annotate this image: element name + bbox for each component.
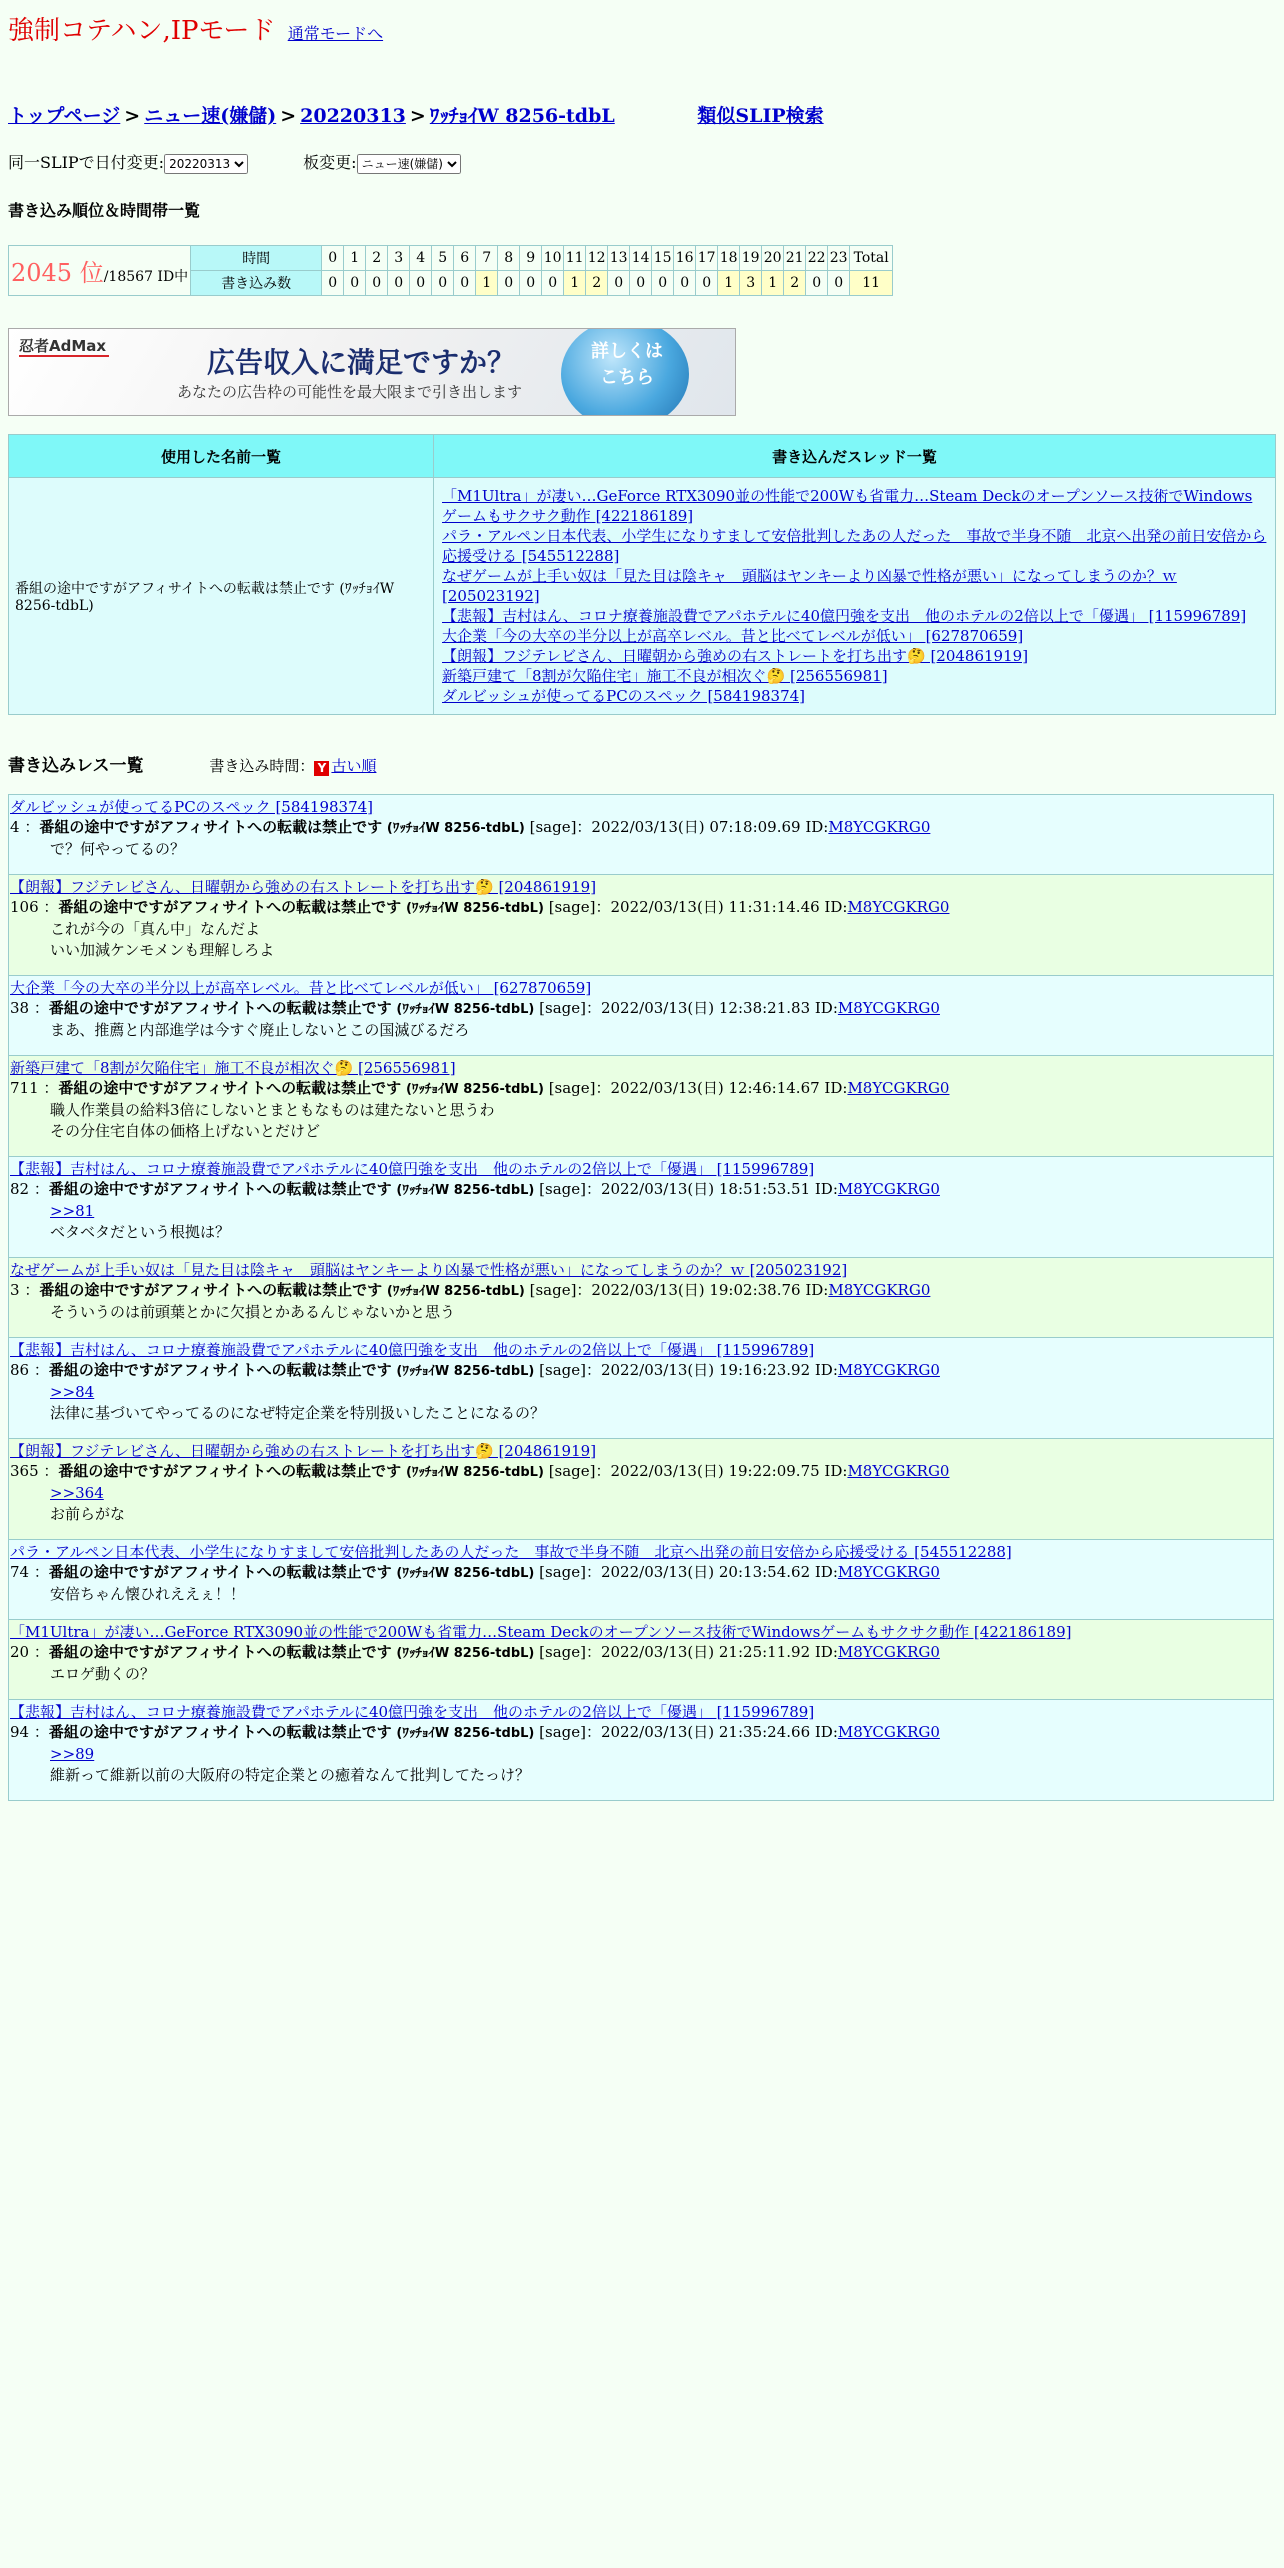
hour-cell: 5 — [432, 246, 454, 271]
post-meta: 20 ：番組の途中ですがアフィサイトへの転載は禁止です (ﾜｯﾁｮｲW 8256-tdbL) [sage]：2022/03/13(日) 21:25:11.92 ID:M8YCGKRG0 — [10, 1643, 940, 1661]
post-author: 番組の途中ですがアフィサイトへの転載は禁止です — [48, 1180, 392, 1198]
post-thread-link[interactable]: 新築戸建て「8割が欠陥住宅」施工不良が相次ぐ🤔 [256556981] — [10, 1059, 456, 1077]
post-id-link[interactable]: M8YCGKRG0 — [847, 1079, 950, 1097]
thread-link[interactable]: なぜゲームが上手い奴は「見た目は陰キャ 頭脳はヤンキーより凶暴で性格が悪い」になってしまうのか？ｗ [205023192] — [442, 567, 1177, 605]
post-trip: (ﾜｯﾁｮｲW 8256-tdbL) — [386, 821, 525, 836]
thread-link[interactable]: ダルビッシュが使ってるPCのスペック [584198374] — [442, 687, 806, 705]
post-line: これが今の「真ん中」なんだよ — [50, 920, 261, 938]
count-cell: 0 — [322, 271, 344, 296]
post-list — [8, 794, 1274, 1801]
post-id-link[interactable]: M8YCGKRG0 — [837, 1723, 940, 1741]
hour-cell: 2 — [366, 246, 388, 271]
post-body — [50, 1744, 1272, 1786]
count-cell: 0 — [432, 271, 454, 296]
total-label: Total — [850, 246, 893, 271]
post-id-link[interactable]: M8YCGKRG0 — [847, 898, 950, 916]
thread-link[interactable]: パラ・アルペン日本代表、小学生になりすまして安倍批判したあの人だった 事故で半身不随 北京へ出発の前日安倍から応援受ける [545512288] — [442, 527, 1267, 565]
post-number: 106 — [10, 898, 39, 916]
post-meta: 86 ：番組の途中ですがアフィサイトへの転載は禁止です (ﾜｯﾁｮｲW 8256-tdbL) [sage]：2022/03/13(日) 19:16:23.92 ID:M8YCGKRG0 — [10, 1361, 940, 1379]
post-body — [50, 1100, 1272, 1142]
post — [8, 976, 1274, 1056]
post — [8, 1700, 1274, 1801]
thread-link[interactable]: 大企業「今の大卒の半分以上が高卒レベル。昔と比べてレベルが低い」 [627870659] — [442, 627, 1024, 645]
post-trip: (ﾜｯﾁｮｲW 8256-tdbL) — [405, 901, 544, 916]
post-meta: 365 ：番組の途中ですがアフィサイトへの転載は禁止です (ﾜｯﾁｮｲW 8256-tdbL) [sage]：2022/03/13(日) 19:22:09.75 ID:M8YCGKRG0 — [10, 1462, 950, 1480]
post — [8, 875, 1274, 976]
post-info: [sage]：2022/03/13(日) 21:35:24.66 ID: — [539, 1723, 838, 1741]
count-cell: 0 — [520, 271, 542, 296]
post-trip: (ﾜｯﾁｮｲW 8256-tdbL) — [405, 1465, 544, 1480]
post-number: 711 — [10, 1079, 39, 1097]
breadcrumb-top-link[interactable]: トップページ — [8, 105, 121, 127]
hour-cell: 8 — [498, 246, 520, 271]
threads-header: 書き込んだスレッド一覧 — [434, 435, 1276, 478]
hour-cell: 23 — [828, 246, 850, 271]
post-meta: 106 ：番組の途中ですがアフィサイトへの転載は禁止です (ﾜｯﾁｮｲW 8256-tdbL) [sage]：2022/03/13(日) 11:31:14.46 ID:M8YCGKRG0 — [10, 898, 950, 916]
count-cell: 0 — [366, 271, 388, 296]
post-trip: (ﾜｯﾁｮｲW 8256-tdbL) — [396, 1646, 535, 1661]
post-id-link[interactable]: M8YCGKRG0 — [837, 1361, 940, 1379]
ranking-table — [8, 245, 893, 296]
thread-link[interactable]: 新築戸建て「8割が欠陥住宅」施工不良が相次ぐ🤔 [256556981] — [442, 667, 888, 685]
hour-label: 時間 — [191, 246, 322, 271]
post — [8, 1620, 1274, 1700]
post-line: で？何やってるの？ — [50, 840, 186, 858]
hour-cell: 19 — [740, 246, 762, 271]
post-author: 番組の途中ですがアフィサイトへの転載は禁止です — [48, 1643, 392, 1661]
post-info: [sage]：2022/03/13(日) 18:51:53.51 ID: — [539, 1180, 838, 1198]
post-number: 365 — [10, 1462, 39, 1480]
count-cell: 0 — [344, 271, 366, 296]
count-cell: 2 — [784, 271, 806, 296]
change-controls — [8, 150, 1276, 174]
hour-cell: 10 — [542, 246, 564, 271]
post-line: ベタベタだという根拠は？ — [50, 1223, 231, 1241]
board-change-label: 板変更: — [303, 153, 357, 172]
post-line: その分住宅自体の価格上げないとだけど — [50, 1122, 321, 1140]
post-number: 86 — [10, 1361, 30, 1379]
rank-value: 2045 位 — [11, 259, 104, 287]
breadcrumb-board-link[interactable]: ニュー速(嫌儲) — [144, 105, 277, 127]
post-line: そういうのは前頭葉とかに欠損とかあるんじゃないかと思う — [50, 1303, 456, 1321]
post-thread-link[interactable]: 【朗報】フジテレビさん、日曜朝から強めの右ストレートを打ち出す🤔 [204861919] — [10, 878, 597, 896]
post-author: 番組の途中ですがアフィサイトへの転載は禁止です — [48, 1361, 392, 1379]
post-info: [sage]：2022/03/13(日) 19:22:09.75 ID: — [548, 1462, 848, 1480]
hour-cell: 3 — [388, 246, 410, 271]
reply-anchor-link[interactable]: >>81 — [50, 1202, 95, 1220]
hour-cell: 15 — [652, 246, 674, 271]
mode-header — [8, 10, 1276, 47]
count-cell: 1 — [718, 271, 740, 296]
post-line: 維新って維新以前の大阪府の特定企業との癒着なんて批判してたっけ？ — [50, 1766, 531, 1784]
post — [8, 1439, 1274, 1540]
res-heading-title: 書き込みレス一覧 — [8, 756, 144, 776]
board-select[interactable] — [357, 154, 461, 174]
hour-cell: 12 — [586, 246, 608, 271]
post-author: 番組の途中ですがアフィサイトへの転載は禁止です — [48, 1723, 392, 1741]
hour-cell: 0 — [322, 246, 344, 271]
count-cell: 1 — [762, 271, 784, 296]
post-line: いい加減ケンモメンも理解しろよ — [50, 941, 275, 959]
hour-cell: 13 — [608, 246, 630, 271]
res-heading — [8, 751, 1276, 776]
post-thread-link[interactable]: 【悲報】吉村はん、コロナ療養施設費でアパホテルに40億円強を支出 他のホテルの2倍以上で「優遇」 [115996789] — [10, 1341, 815, 1359]
count-cell: 0 — [498, 271, 520, 296]
hour-cell: 18 — [718, 246, 740, 271]
post — [8, 1258, 1274, 1338]
hour-cell: 22 — [806, 246, 828, 271]
post-meta: 3 ：番組の途中ですがアフィサイトへの転載は禁止です (ﾜｯﾁｮｲW 8256-tdbL) [sage]：2022/03/13(日) 19:02:38.76 ID:M8YCGKRG0 — [10, 1281, 931, 1299]
post-meta: 711 ：番組の途中ですがアフィサイトへの転載は禁止です (ﾜｯﾁｮｲW 8256-tdbL) [sage]：2022/03/13(日) 12:46:14.67 ID:M8YCGKRG0 — [10, 1079, 950, 1097]
post-author: 番組の途中ですがアフィサイトへの転載は禁止です — [39, 818, 383, 836]
hour-cell: 6 — [454, 246, 476, 271]
used-name: 番組の途中ですがアフィサイトへの転載は禁止です (ﾜｯﾁｮｲW 8256-tdbL) — [15, 581, 395, 614]
post-author: 番組の途中ですがアフィサイトへの転載は禁止です — [58, 1079, 402, 1097]
post-body — [50, 919, 1272, 961]
post-trip: (ﾜｯﾁｮｲW 8256-tdbL) — [405, 1082, 544, 1097]
hour-cell: 20 — [762, 246, 784, 271]
rank-total: /18567 ID中 — [103, 269, 189, 285]
total-count: 11 — [850, 271, 893, 296]
post — [8, 1540, 1274, 1620]
post-line: 職人作業員の給料3倍にしないとまともなものは建たないと思うわ — [50, 1101, 495, 1119]
hour-cell: 9 — [520, 246, 542, 271]
post-id-link[interactable]: M8YCGKRG0 — [828, 818, 931, 836]
breadcrumb-separator: > — [409, 105, 426, 127]
order-control — [209, 757, 376, 775]
post-meta: 74 ：番組の途中ですがアフィサイトへの転載は禁止です (ﾜｯﾁｮｲW 8256-tdbL) [sage]：2022/03/13(日) 20:13:54.62 ID:M8YCGKRG0 — [10, 1563, 940, 1581]
count-cell: 0 — [674, 271, 696, 296]
count-cell: 0 — [696, 271, 718, 296]
breadcrumb-separator: > — [124, 105, 141, 127]
post — [8, 795, 1274, 875]
post-info: [sage]：2022/03/13(日) 12:46:14.67 ID: — [548, 1079, 848, 1097]
post-number: 74 — [10, 1563, 30, 1581]
post-body — [50, 1483, 1272, 1525]
count-cell: 0 — [828, 271, 850, 296]
post-trip: (ﾜｯﾁｮｲW 8256-tdbL) — [396, 1002, 535, 1017]
post-id-link[interactable]: M8YCGKRG0 — [837, 1643, 940, 1661]
post-thread-link[interactable]: 「M1Ultra」が凄い…GeForce RTX3090並の性能で200Wも省電力…Steam Deckのオープンソース技術でWindowsゲームもサクサク動作 [422186189] — [10, 1623, 1072, 1641]
post-body — [50, 839, 1272, 860]
count-cell: 0 — [652, 271, 674, 296]
post-line: 法律に基づいてやってるのになぜ特定企業を特別扱いしたことになるの？ — [50, 1404, 546, 1422]
breadcrumb-separator: > — [280, 105, 297, 127]
post-body — [50, 1201, 1272, 1243]
count-cell: 2 — [586, 271, 608, 296]
post-trip: (ﾜｯﾁｮｲW 8256-tdbL) — [386, 1284, 525, 1299]
post-body — [50, 1020, 1272, 1041]
post-info: [sage]：2022/03/13(日) 21:25:11.92 ID: — [539, 1643, 838, 1661]
reply-anchor-link[interactable]: >>84 — [50, 1383, 95, 1401]
names-header: 使用した名前一覧 — [9, 435, 434, 478]
hour-row — [9, 246, 893, 271]
post-number: 82 — [10, 1180, 30, 1198]
ad-details-label: 詳しくは こちら — [591, 341, 663, 388]
hour-cell: 11 — [564, 246, 586, 271]
post-id-link[interactable]: M8YCGKRG0 — [828, 1281, 931, 1299]
post-trip: (ﾜｯﾁｮｲW 8256-tdbL) — [396, 1566, 535, 1581]
reply-anchor-link[interactable]: >>364 — [50, 1484, 104, 1502]
hour-cell: 17 — [696, 246, 718, 271]
post-id-link[interactable]: M8YCGKRG0 — [837, 999, 940, 1017]
post-info: [sage]：2022/03/13(日) 19:16:23.92 ID: — [539, 1361, 838, 1379]
thread-link[interactable]: 「M1Ultra」が凄い…GeForce RTX3090並の性能で200Wも省電力…Steam Deckのオープンソース技術でWindowsゲームもサクサク動作 [422186189] — [442, 487, 1253, 525]
post-info: [sage]：2022/03/13(日) 19:02:38.76 ID: — [529, 1281, 829, 1299]
post-author: 番組の途中ですがアフィサイトへの転載は禁止です — [58, 1462, 402, 1480]
post-number: 3 — [10, 1281, 20, 1299]
sort-icon: Y — [314, 761, 329, 776]
post — [8, 1056, 1274, 1157]
post-thread-link[interactable]: 大企業「今の大卒の半分以上が高卒レベル。昔と比べてレベルが低い」 [627870659] — [10, 979, 592, 997]
post-author: 番組の途中ですがアフィサイトへの転載は禁止です — [48, 999, 392, 1017]
post-body — [50, 1302, 1272, 1323]
post-author: 番組の途中ですがアフィサイトへの転載は禁止です — [39, 1281, 383, 1299]
date-change-label: 同一SLIPで日付変更: — [8, 153, 165, 172]
post-body — [50, 1584, 1272, 1605]
post-body — [50, 1664, 1272, 1685]
reply-anchor-link[interactable]: >>89 — [50, 1745, 95, 1763]
post-line: 安倍ちゃん懐ひれええぇ！！ — [50, 1585, 246, 1603]
breadcrumb-date-link[interactable]: 20220313 — [300, 105, 406, 127]
mode-title: 強制コテハン,IPモード — [8, 16, 276, 46]
breadcrumb-slip-link[interactable]: ﾜｯﾁｮｲW 8256-tdbL — [429, 105, 615, 127]
count-cell: 0 — [542, 271, 564, 296]
post-id-link[interactable]: M8YCGKRG0 — [837, 1563, 940, 1581]
post-thread-link[interactable]: 【悲報】吉村はん、コロナ療養施設費でアパホテルに40億円強を支出 他のホテルの2倍以上で「優遇」 [115996789] — [10, 1703, 815, 1721]
count-cell: 1 — [476, 271, 498, 296]
count-cell: 1 — [564, 271, 586, 296]
count-cell: 0 — [454, 271, 476, 296]
post-number: 94 — [10, 1723, 30, 1741]
post — [8, 1338, 1274, 1439]
count-cell: 0 — [410, 271, 432, 296]
post-meta: 94 ：番組の途中ですがアフィサイトへの転載は禁止です (ﾜｯﾁｮｲW 8256-tdbL) [sage]：2022/03/13(日) 21:35:24.66 ID:M8YCGKRG0 — [10, 1723, 940, 1741]
post-info: [sage]：2022/03/13(日) 11:31:14.46 ID: — [548, 898, 848, 916]
post-id-link[interactable]: M8YCGKRG0 — [837, 1180, 940, 1198]
post-body — [50, 1382, 1272, 1424]
thread-link[interactable]: 【悲報】吉村はん、コロナ療養施設費でアパホテルに40億円強を支出 他のホテルの2倍以上で「優遇」 [115996789] — [442, 607, 1247, 625]
post-thread-link[interactable]: なぜゲームが上手い奴は「見た目は陰キャ 頭脳はヤンキーより凶暴で性格が悪い」になってしまうのか？ｗ [205023192] — [10, 1261, 848, 1279]
count-cell: 0 — [388, 271, 410, 296]
post-trip: (ﾜｯﾁｮｲW 8256-tdbL) — [396, 1364, 535, 1379]
post-author: 番組の途中ですがアフィサイトへの転載は禁止です — [48, 1563, 392, 1581]
ad-banner[interactable] — [8, 328, 736, 416]
ranking-title: 書き込み順位＆時間帯一覧 — [8, 201, 201, 220]
post-thread-link[interactable]: 【悲報】吉村はん、コロナ療養施設費でアパホテルに40億円強を支出 他のホテルの2倍以上で「優遇」 [115996789] — [10, 1160, 815, 1178]
post-info: [sage]：2022/03/13(日) 20:13:54.62 ID: — [539, 1563, 838, 1581]
hour-cell: 14 — [630, 246, 652, 271]
normal-mode-link[interactable]: 通常モードへ — [287, 24, 384, 43]
post-number: 4 — [10, 818, 20, 836]
count-cell: 3 — [740, 271, 762, 296]
breadcrumb — [8, 101, 1276, 128]
post-info: [sage]：2022/03/13(日) 12:38:21.83 ID: — [539, 999, 838, 1017]
order-label: 書き込み時間： — [209, 757, 315, 775]
count-cell: 0 — [806, 271, 828, 296]
count-label: 書き込み数 — [191, 271, 322, 296]
post-trip: (ﾜｯﾁｮｲW 8256-tdbL) — [396, 1183, 535, 1198]
ad-headline: 広告収入に満足ですか？ — [207, 346, 516, 379]
hour-cell: 1 — [344, 246, 366, 271]
post-thread-link[interactable]: パラ・アルペン日本代表、小学生になりすまして安倍批判したあの人だった 事故で半身不随 北京へ出発の前日安倍から応援受ける [545512288] — [10, 1543, 1012, 1561]
post-trip: (ﾜｯﾁｮｲW 8256-tdbL) — [396, 1726, 535, 1741]
ad-subtext: あなたの広告枠の可能性を最大限まで引き出します — [177, 383, 523, 401]
oldest-first-link[interactable]: 古い順 — [331, 757, 377, 775]
count-cell: 0 — [630, 271, 652, 296]
post-line: お前らがな — [50, 1505, 126, 1523]
post-line: エロゲ動くの？ — [50, 1665, 156, 1683]
summary-table — [8, 434, 1276, 715]
post-thread-link[interactable]: ダルビッシュが使ってるPCのスペック [584198374] — [10, 798, 374, 816]
hour-cell: 21 — [784, 246, 806, 271]
date-select[interactable] — [164, 154, 248, 174]
post — [8, 1157, 1274, 1258]
post-number: 20 — [10, 1643, 30, 1661]
threads-cell — [434, 478, 1276, 715]
post-info: [sage]：2022/03/13(日) 07:18:09.69 ID: — [529, 818, 829, 836]
post-id-link[interactable]: M8YCGKRG0 — [847, 1462, 950, 1480]
count-cell: 0 — [608, 271, 630, 296]
ad-brand-underline — [19, 355, 109, 357]
post-line: まあ、推薦と内部進学は今すぐ廃止しないとこの国滅びるだろ — [50, 1021, 470, 1039]
post-number: 38 — [10, 999, 30, 1017]
rank-cell — [9, 246, 191, 296]
hour-cell: 7 — [476, 246, 498, 271]
post-meta: 38 ：番組の途中ですがアフィサイトへの転載は禁止です (ﾜｯﾁｮｲW 8256-tdbL) [sage]：2022/03/13(日) 12:38:21.83 ID:M8YCGKRG0 — [10, 999, 940, 1017]
post-meta: 82 ：番組の途中ですがアフィサイトへの転載は禁止です (ﾜｯﾁｮｲW 8256-tdbL) [sage]：2022/03/13(日) 18:51:53.51 ID:M8YCGKRG0 — [10, 1180, 940, 1198]
similar-slip-search-link[interactable]: 類似SLIP検索 — [697, 105, 824, 127]
post-meta: 4 ：番組の途中ですがアフィサイトへの転載は禁止です (ﾜｯﾁｮｲW 8256-tdbL) [sage]：2022/03/13(日) 07:18:09.69 ID:M8YCGKRG0 — [10, 818, 931, 836]
post-author: 番組の途中ですがアフィサイトへの転載は禁止です — [58, 898, 402, 916]
hour-cell: 4 — [410, 246, 432, 271]
thread-link[interactable]: 【朗報】フジテレビさん、日曜朝から強めの右ストレートを打ち出す🤔 [204861919] — [442, 647, 1029, 665]
post-thread-link[interactable]: 【朗報】フジテレビさん、日曜朝から強めの右ストレートを打ち出す🤔 [204861919] — [10, 1442, 597, 1460]
ad-brand-logo: 忍者AdMax — [19, 337, 107, 355]
ad-details-button[interactable] — [561, 328, 689, 416]
names-cell — [9, 478, 434, 715]
hour-cell: 16 — [674, 246, 696, 271]
